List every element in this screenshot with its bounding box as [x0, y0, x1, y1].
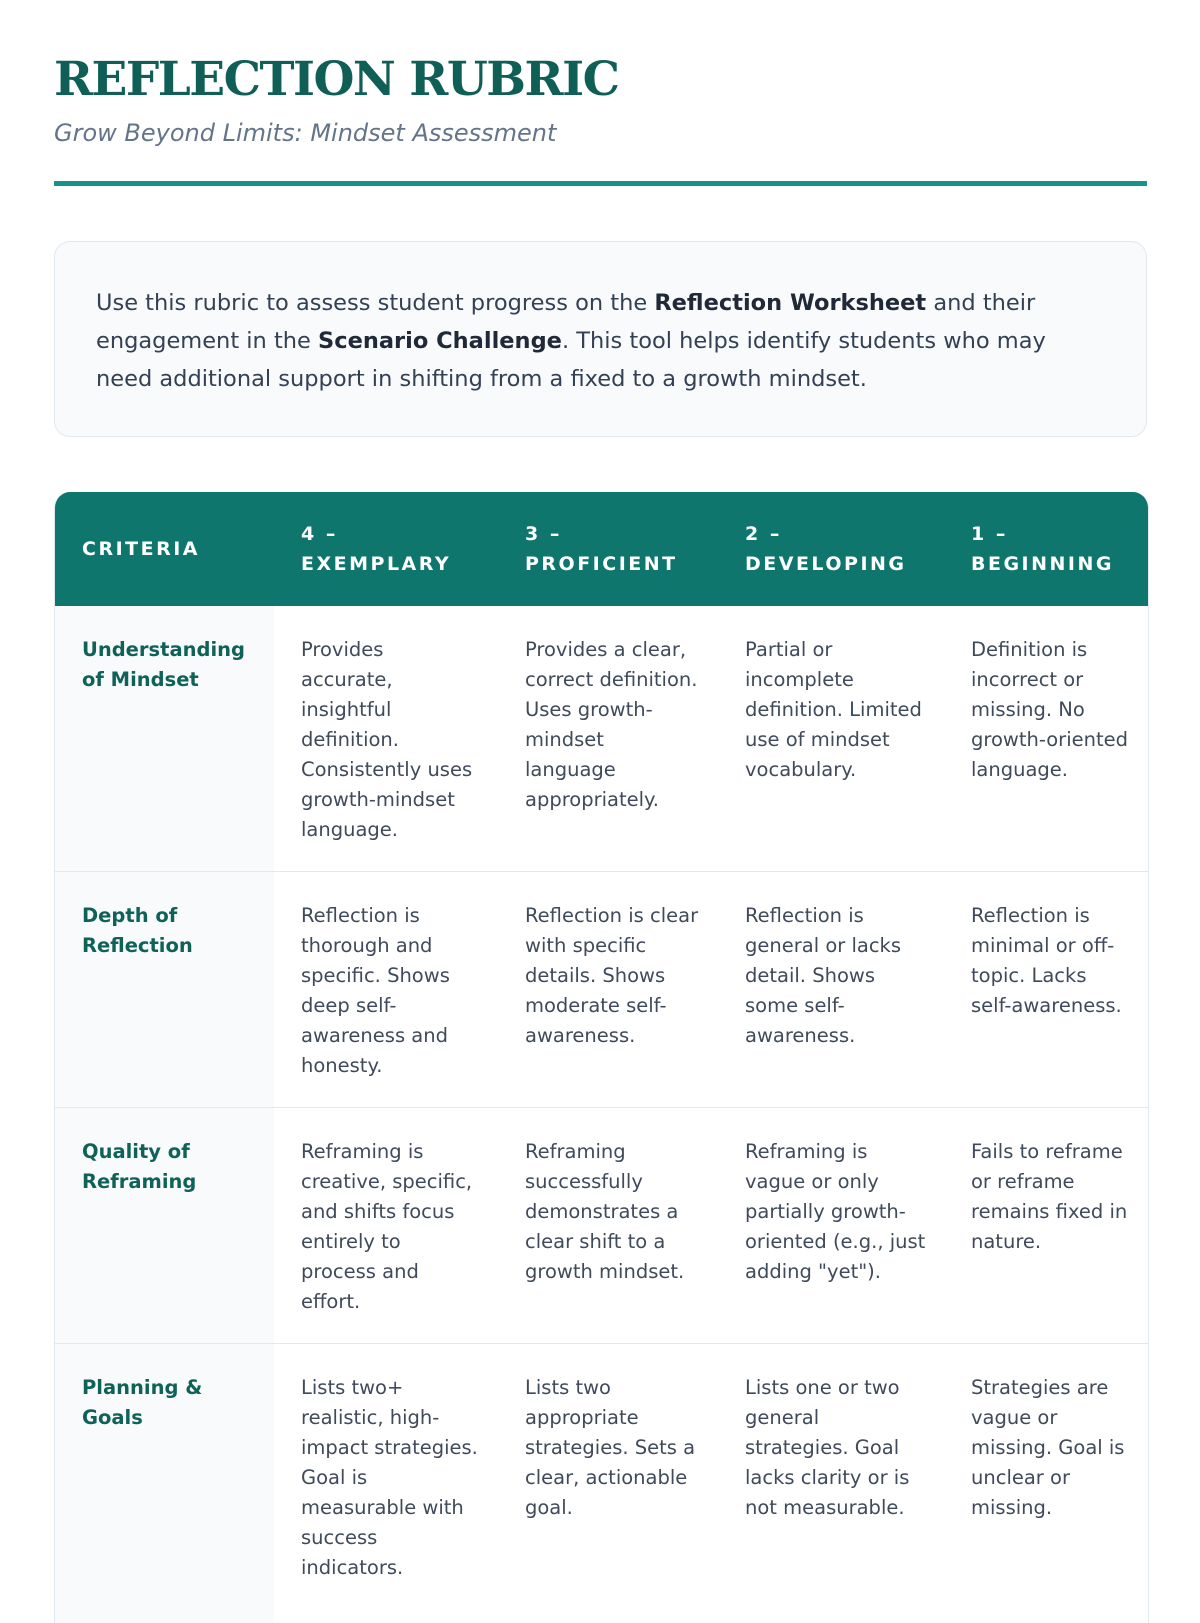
intro-box: [54, 241, 1147, 437]
header-row: [55, 492, 1148, 606]
table-cell: Lists two+ realistic, high-impact strategies. Goal is measurable with success indicators.: [301, 1375, 478, 1579]
table-row: [55, 1107, 1148, 1343]
table-cell: Strategies are vague or missing. Goal is unclear or missing.: [971, 1375, 1125, 1519]
column-header-criteria: CRITERIA: [55, 492, 274, 606]
rubric-table: [55, 492, 1148, 1623]
intro-text-2: and their engagement in the: [96, 290, 1036, 354]
table-row: [55, 606, 1148, 871]
table-cell: Fails to reframe or reframe remains fixed in nature.: [944, 1107, 1148, 1343]
column-header-exemplary: 4 – EXEMPLARY: [274, 492, 498, 606]
criteria-cell: Quality of Reframing: [55, 1107, 274, 1343]
criteria-cell: Depth of Reflection: [55, 871, 274, 1107]
table-row: [55, 871, 1148, 1107]
intro-bold-worksheet: Reflection Worksheet: [654, 290, 927, 316]
column-header-developing: 2 – DEVELOPING: [718, 492, 944, 606]
table-cell: Lists two appropriate strategies. Sets a clear, actionable goal.: [525, 1375, 696, 1519]
table-row: [55, 1343, 1148, 1623]
table-cell: Reflection is thorough and specific. Shows deep self-awareness and honesty.: [274, 871, 498, 1107]
rubric-table-wrapper: [54, 492, 1149, 1623]
table-cell: Reflection is general or lacks detail. Shows some self-awareness.: [718, 871, 944, 1107]
page-title: REFLECTION RUBRIC: [54, 52, 619, 107]
intro-text-1: Use this rubric to assess student progress on the: [96, 290, 655, 316]
table-cell: Lists one or two general strategies. Goal lacks clarity or is not measurable.: [745, 1375, 910, 1519]
column-header-beginning: 1 – BEGINNING: [944, 492, 1148, 606]
table-cell: Provides a clear, correct definition. Uses growth-mindset language appropriately.: [498, 606, 718, 871]
table-cell: Reframing is vague or only partially growth-oriented (e.g., just adding "yet").: [718, 1107, 944, 1343]
table-cell: Reframing successfully demonstrates a clear shift to a growth mindset.: [498, 1107, 718, 1343]
intro-bold-challenge: Scenario Challenge: [318, 328, 562, 354]
table-cell: Definition is incorrect or missing. No growth-oriented language.: [944, 606, 1148, 871]
intro-text-3: . This tool helps identify students who may need additional support in shifting from a fixed to a growth mindset.: [96, 328, 1046, 392]
page-subtitle: Grow Beyond Limits: Mindset Assessment: [54, 119, 557, 147]
criteria-cell: Understanding of Mindset: [55, 606, 274, 871]
table-cell: Partial or incomplete definition. Limited use of mindset vocabulary.: [718, 606, 944, 871]
table-cell: Provides accurate, insightful definition. Consistently uses growth-mindset language.: [274, 606, 498, 871]
table-cell: Reframing is creative, specific, and shifts focus entirely to process and effort.: [274, 1107, 498, 1343]
title-divider: [54, 181, 1147, 186]
criteria-cell: Planning & Goals: [55, 1343, 274, 1623]
column-header-proficient: 3 – PROFICIENT: [498, 492, 718, 606]
table-cell: Reflection is minimal or off-topic. Lacks self-awareness.: [944, 871, 1148, 1107]
table-cell: Reflection is clear with specific details. Shows moderate self-awareness.: [498, 871, 718, 1107]
